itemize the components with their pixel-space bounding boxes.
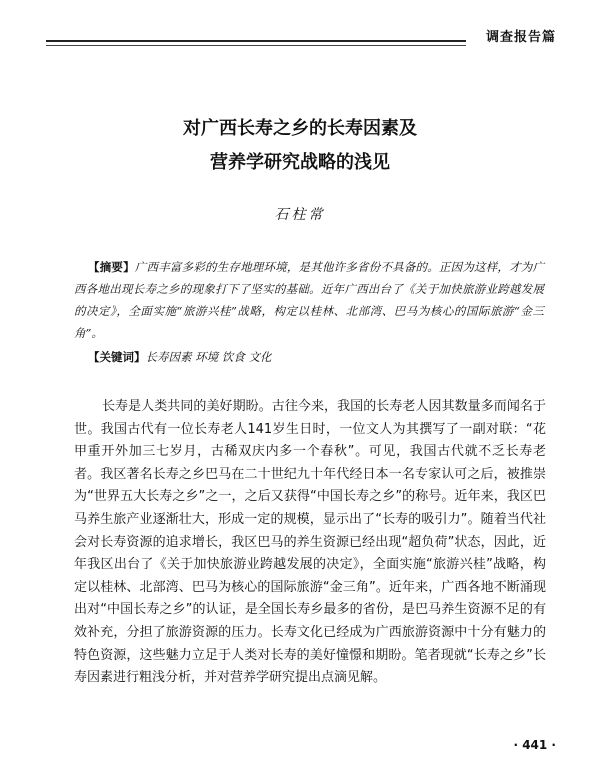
title-line-2: 营养学研究战略的浅见	[210, 152, 390, 173]
abstract	[74, 256, 544, 344]
section-label: 调查报告篇	[485, 30, 556, 45]
title-line-1: 对广西长寿之乡的长寿因素及	[183, 118, 417, 139]
keywords	[74, 346, 544, 368]
keywords-label: 【关键词】	[88, 350, 146, 364]
author: 石柱常	[274, 207, 326, 223]
abstract-text: 广西丰富多彩的生存地理环境，是其他许多省份不具备的。正因为这样，才为广西各地出现长寿之乡的现象打下了坚实的基础。近年广西出台了《关于加快旅游业跨越发展的决定》，全面实施“旅游兴桂”战略，构定以桂林、北部湾、巴马为核心的国际旅游“金三角”。	[74, 260, 545, 340]
keywords-text: 长寿因素 环境 饮食 文化	[145, 350, 272, 364]
article-title	[0, 112, 600, 180]
abstract-label: 【摘要】	[88, 260, 135, 274]
body-paragraph: 长寿是人类共同的美好期盼。古往今来，我国的长寿老人因其数量多而闻名于世。我国古代有一位长寿老人141岁生日时，一位文人为其撰写了一副对联：“花甲重开外加三七岁月，古稀双庆内多一个春秋”。可见，我国古代就不乏长寿老者。我区著名长寿之乡巴马在二十世纪九十年代经日本一名专家认可之后，被推崇为“世界五大长寿之乡”之一，之后又获得“中国长寿之乡”的称号。近年来，我区巴马养生旅产业逐渐壮大，形成一定的规模，显示出了“长寿的吸引力”。随着当代社会对长寿资源的追求增长，我区巴马的养生资源已经出现“超负荷”状态，因此，近年我区出台了《关于加快旅游业跨越发展的决定》，全面实施“旅游兴桂”战略，构定以桂林、北部湾、巴马为核心的国际旅游“金三角”。近年来，广西各地不断涌现出对“中国长寿之乡”的认证，是全国长寿乡最多的省份，是巴马养生资源不足的有效补充，分担了旅游资源的压力。长寿文化已经成为广西旅游资源中十分有魅力的特色资源，这些魅力立足于人类对长寿的美好憧憬和期盼。笔者现就“长寿之乡”长寿因素进行粗浅分析，并对营养学研究提出点滴见解。	[74, 399, 546, 686]
header-rule	[46, 40, 466, 42]
page-number: · 441 ·	[513, 738, 556, 752]
